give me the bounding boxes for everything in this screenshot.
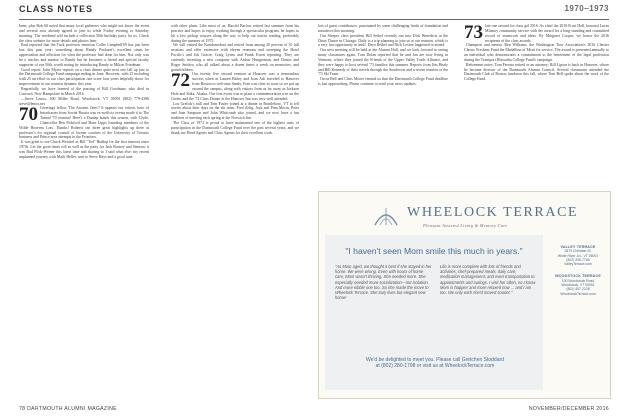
class-year-drop-cap: 72 [171, 70, 190, 92]
col2-paragraph: The Class of 1972 is proud to have maintained one of the highest rates of participation in the Dartmouth College Fund over the past several years, and we thank our Head Agents and Class Agents for their excellent work. [171, 120, 299, 135]
location-name: VALLEY TERRACE [560, 245, 596, 249]
col1-paragraph: Regretfully, we have learned of the passing of Bill Goodman, who died in Concord, New Hampshire in March 2016. [19, 86, 149, 96]
col3-paragraph: Our Sleeper class president Bill Seibel recently ran into Dick Benedicts at the Daisy Dance in Chicago; Daily is a trip planning to join us at our reunion, which is a very fun opportunity in itself. Dave Reibel and Nick Levine happened to attend. [318, 33, 448, 48]
wheelock-logo-icon [373, 204, 399, 227]
ad-contact-line [335, 357, 535, 369]
class-year-drop-cap: 73 [464, 24, 483, 43]
col2-paragraph: Lou Grelick's mill and Tom Foster joined at a dinner in Brattleboro, VT to tell stories about their days on the ski team. Fred Zelig, Jack and Pam Morin, Peter and Jane Simpson and John Whitcomb also joined, and we now have a fun tradition of meeting each spring at the Norwich Inn. [171, 101, 299, 121]
location-phone: (802) 295-7766 [566, 257, 590, 262]
location-line: 2870 Christian St. [564, 249, 592, 254]
col1-paragraph: Greetings fellow 'The Ancient Ones'! It appears our retreat, hero of broadcaster from Soviet Russia was ex-nofficio events made it to The Tamad '70 reunion! Here's a Dunlap bunch this season, with Clyde, Chancellor Ben Pickford and Hans Lipps founding members of the Wilde Heavens Lots. Thanks! Roberts ran three great highlights up there at professor's for regional council of former coaches of the University of Toronto business and Prince area attempts in the Frontiers. [19, 106, 149, 140]
ad-locations [550, 245, 606, 304]
ad-tagline: Pleasant Assisted Living & Memory Care [423, 223, 508, 228]
class-years: 1970–1973 [564, 4, 609, 13]
column-4 [464, 24, 609, 187]
ad-testimonial-panel [325, 235, 543, 390]
col1-signature: —Steve Lenox, 400 Miller Road, Woodstock, VT 05091 (802) 779-4396 steve@lenox.net [19, 96, 149, 106]
column-3 [318, 24, 448, 187]
location-name: WOODSTOCK TERRACE [555, 274, 601, 279]
col3-paragraph: lots of guest contributors, punctuated by some challenging finals of foundation and narratives this morning. [318, 24, 448, 33]
ad-quote-right: Life is more complete with lots of friends and activities, chef-prepared meals, daily care, medication management, and even transportation to appointments and outings. I visit her often, so I know Mom is happier and more relaxed now ... and I am too. We only wish she'd moved sooner." [440, 264, 536, 296]
col4-paragraph: late one second for class gal 2016. As chief the 2016 Frost Hall, honored Lucas Milanoy community service with the award for a long-standing and committed record of teamwork and ideas. By Margaret Cooper, we honor the 2016 recipients of the class awards. [485, 24, 609, 43]
location-website[interactable]: WoodstockTerrace.com [560, 291, 596, 296]
location-line: Woodstock, VT 05091 [561, 283, 595, 288]
location-line: 100 Woodstock Road [561, 278, 595, 283]
col1-paragraph: Paul reported that the Tuck professor emeritus Collie Campbell'69 has just been lost this past year; something about Randy Paolazzi's excellent stints he appreciation and affection for what the professor had done for him. Not only was he a teacher and mentor to Randy but he becomes a friend and special faculty supporter of our 50th, worth noting by introducing Randy to Milton Friedman. [19, 43, 149, 67]
col4-paragraph: Retirement notes: Tom Ferrara retired as an attorney; Bill Lipton is back in Hanover, where he became director of the Dartmouth Alumni Council. Several classmates attended the Dartmouth Club of Boston luncheon this fall, where Tom Bell spoke about the work of the College Fund. [464, 62, 609, 82]
column-1 [19, 24, 149, 395]
wheelock-terrace-ad [318, 191, 611, 399]
issue-date: NOVEMBER/DECEMBER 2016 [528, 406, 609, 412]
col1-paragraph: It was great to see Chuck Weickel as Bill "Ted" Hiddop for the first timeout since 1970s. Let the good times roll as well as the party for Jack Burney and Simeon; it was Bud Flick-Weiner this latest time and sharing so I said what else: my recent unplanned journey with Mark Heller, sent to Steve Hays and a good tune. [19, 140, 149, 159]
location-woodstock-terrace [550, 274, 606, 295]
page-footer [19, 406, 609, 416]
column-2 [171, 24, 299, 395]
section-title: CLASS NOTES [19, 4, 93, 14]
class-year-drop-cap: 70 [19, 104, 38, 126]
location-valley-terrace [550, 245, 606, 266]
ad-headline: "I haven't seen Mom smile this much in years." [345, 246, 523, 256]
col1-paragraph: been; plus Bob 60 noted that many local gatherers who might not know the event and several now already agreed to join us while Friday evening or Saturday morning. The weekend will include a collection 50th birthday party for us. Check the class website for more details and photos later. [19, 24, 149, 43]
col2-paragraph: Our twenty five second reunion at Hanover was a tremendous success when at Lauren Baltry and Joan Ash traveled to Hanover from Boston to welcome Sandy, Fran was clear as soon so we put up around the campus, along with visitors from as far away as Jackson Hole and Sitka, Alaska. Our first event was to plant a commemorative tree on the Green, and the '72 Class Dinner at the Hanover Inn was very well attended. [171, 72, 299, 101]
ad-contact-line-1: We'd be delighted to meet you. Please call Gretchen Stoddard [366, 357, 504, 363]
ad-brand-name: WHEELOCK TERRACE [407, 205, 579, 220]
ad-quote-left: "As Mom aged, we thought it best if she stayed in her home. We were wrong. Even with hours of home care, Mom wasn't thriving. She needed more. She especially needed more socialization—not isolation. And more nibble one too. So she made the move to Wheelock Terrace. She truly lives but elegant new home! [335, 264, 432, 301]
col1-paragraph: Good report: John Myers reports on a class dinner quite next one fall up just to the Dartmouth College Fund campaign ending in June. However, with 25 including with 25 an effort in our class participation rate score four years helpfully shoot for improvement in our reunion dynamic this year. [19, 67, 149, 87]
col2-paragraph: We will visited the Kanchanaburi and retired from among 20 percent of 35 full sessions and offer extensive with eleven reunions and sweeping the Hotel Pacific's and Joh Gracie, Craig Lyons and Frank Ewen reporting. They are currently investing a new company with Arthur Hungerman, and Dustin and Roger Snidow who all talked about a dozen times a week on memories, and grandchildren. [171, 43, 299, 72]
col4-paragraph: Champion and mentor Ben Williams, the Washington Tour Association's 2016 Chester Classic Fresheer Fund the Medallion of Merit for service. The award is presented annually to an individual who demonstrates a commitment to the betterment of the legal profession during the Transport Hiawatha College Fund's campaign. [464, 43, 609, 62]
col3-paragraph: Our next meeting will be held at the Alumni Hall, and we look forward to seeing many classmates again. Tom Dolan reported that he and Jan are now living in Vermont, where they joined the Friends of the Upper Valley Trails Alliance, and they were happy to host several '73 families this summer. Reports from Jim Healy and Bill Kennedy of their travels through the Southwest and a recent reunion of the '73 Ski Team. [318, 48, 448, 77]
location-line: White River Jct., VT 05001 [557, 253, 599, 258]
page-header [19, 3, 609, 20]
folio-publication: 78 DARTMOUTH ALUMNI MAGAZINE [19, 406, 117, 412]
location-phone: (802) 457-2228 [566, 287, 590, 292]
location-website[interactable]: ValleyTerrace.com [564, 262, 592, 267]
col3-paragraph: Oscar Bell and Chris Moore remind us that the Dartmouth College Fund deadline is fast approaching. Please continue to send your news updates. [318, 77, 448, 87]
ad-contact-line-2: at (802) 280-1798 or visit us at WheelockTerrace.com [375, 363, 495, 370]
col2-paragraph: with other plans. Like most of us, Harold Barlow retired last summer from his practice and hopes to enjoy working through a spectacular program, he hopes to hit a few pickup courses along the way to help out tourist reading, preferably during the summer of 1975. [171, 24, 299, 43]
